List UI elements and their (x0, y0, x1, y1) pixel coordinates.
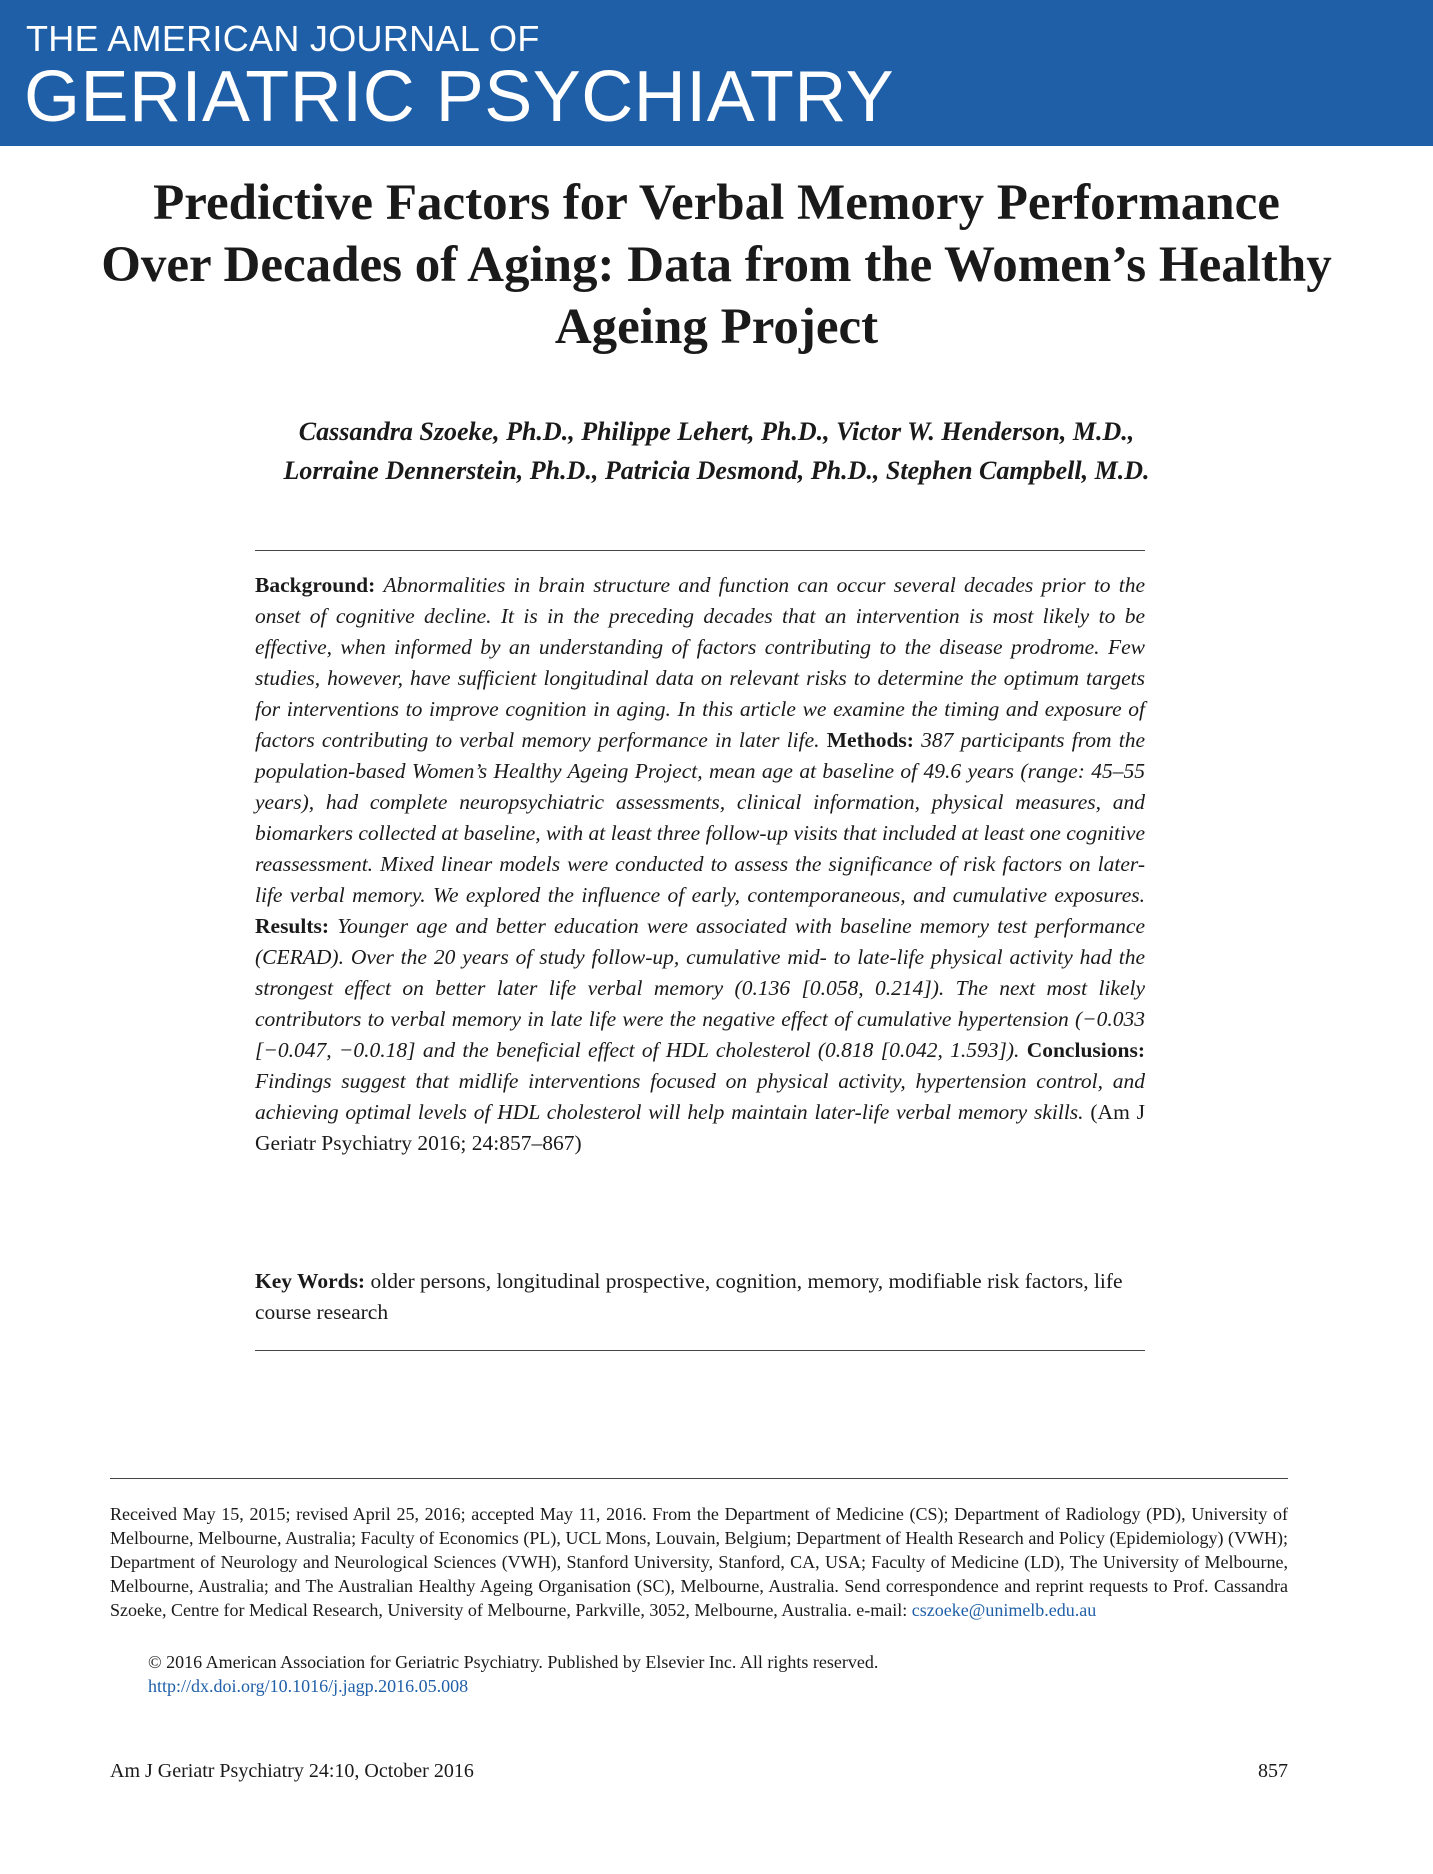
footnote-text: Received May 15, 2015; revised April 25, 2016; accepted May 11, 2016. From the Department of Medicine (CS); Department of Radiology (PD), University of Melbourne, Melbourne, Australia; Faculty of Economics (PL), UCL Mons, Louvain, Belgium; Department of Health Research and Policy (Epidemiology) (VWH); Department of Neurology and Neurological Sciences (VWH), Stanford University, Stanford, CA, USA; Faculty of Medicine (LD), The University of Melbourne, Melbourne, Australia; and The Australian Healthy Ageing Organisation (SC), Melbourne, Australia. Send correspondence and reprint requests to Prof. Cassandra Szoeke, Centre for Medical Research, University of Melbourne, Parkville, 3052, Melbourne, Australia. e-mail: (110, 1504, 1288, 1620)
doi-link[interactable]: http://dx.doi.org/10.1016/j.jagp.2016.05.008 (148, 1676, 469, 1696)
footnote-divider (110, 1478, 1288, 1479)
journal-citation-footer: Am J Geriatr Psychiatry 24:10, October 2016 (110, 1760, 474, 1782)
abstract-citation: (Am J Geriatr Psychiatry 2016; 24:857–867) (255, 1100, 1145, 1155)
keywords-label: Key Words: (255, 1269, 366, 1293)
correspondence-email-link[interactable]: cszoeke@unimelb.edu.au (911, 1600, 1097, 1620)
authors-line-1: Cassandra Szoeke, Ph.D., Philippe Lehert, Ph.D., Victor W. Henderson, M.D., (298, 417, 1135, 446)
author-list (100, 412, 1333, 490)
results-label: Results: (255, 914, 330, 938)
journal-banner (0, 0, 1433, 146)
conclusions-text: Findings suggest that midlife interventions focused on physical activity, hypertension control, and achieving optimal levels of HDL cholesterol will help maintain later-life verbal memory skills. (255, 1069, 1145, 1124)
keywords (255, 1266, 1145, 1328)
abstract-bottom-divider (255, 1350, 1145, 1351)
methods-label: Methods: (826, 728, 914, 752)
background-text: Abnormalities in brain structure and function can occur several decades prior to the onset of cognitive decline. It is in the preceding decades that an intervention is most likely to be effective, when informed by an understanding of factors contributing to the disease prodrome. Few studies, however, have sufficient longitudinal data on relevant risks to determine the optimum targets for interventions to improve cognition in aging. In this article we examine the timing and exposure of factors contributing to verbal memory performance in later life. (255, 573, 1146, 752)
conclusions-label: Conclusions: (1026, 1038, 1145, 1062)
page-number: 857 (1258, 1760, 1288, 1782)
journal-name-line1: THE AMERICAN JOURNAL OF (26, 18, 540, 59)
journal-name-line2: GERIATRIC PSYCHIATRY (24, 57, 895, 137)
abstract-top-divider (255, 550, 1145, 551)
keywords-text: older persons, longitudinal prospective, cognition, memory, modifiable risk factors, life course research (255, 1269, 1123, 1324)
copyright-notice: © 2016 American Association for Geriatric Psychiatry. Published by Elsevier Inc. All rights reserved. (148, 1652, 879, 1672)
abstract (255, 570, 1145, 1159)
authors-line-2: Lorraine Dennerstein, Ph.D., Patricia Desmond, Ph.D., Stephen Campbell, M.D. (283, 456, 1150, 485)
article-footnote (110, 1502, 1288, 1622)
results-text: Younger age and better education were associated with baseline memory test performance (CERAD). Over the 20 years of study follow-up, cumulative mid- to late-life physical activity had the strongest effect on better later life verbal memory (0.136 [0.058, 0.214]). The next most likely contributors to verbal memory in late life were the negative effect of cumulative hypertension (−0.033 [−0.047, −0.0.18] and the beneficial effect of HDL cholesterol (0.818 [0.042, 1.593]). (255, 914, 1146, 1062)
article-title: Predictive Factors for Verbal Memory Performance Over Decades of Aging: Data from the Women’s Healthy Ageing Project (101, 175, 1332, 355)
methods-text: 387 participants from the population-based Women’s Healthy Ageing Project, mean age at baseline of 49.6 years (range: 45–55 years), had complete neuropsychiatric assessments, clinical information, physical measures, and biomarkers collected at baseline, with at least three follow-up visits that included at least one cognitive reassessment. Mixed linear models were conducted to assess the significance of risk factors on later-life verbal memory. We explored the influence of early, contemporaneous, and cumulative exposures. (255, 728, 1146, 907)
background-label: Background: (255, 573, 376, 597)
